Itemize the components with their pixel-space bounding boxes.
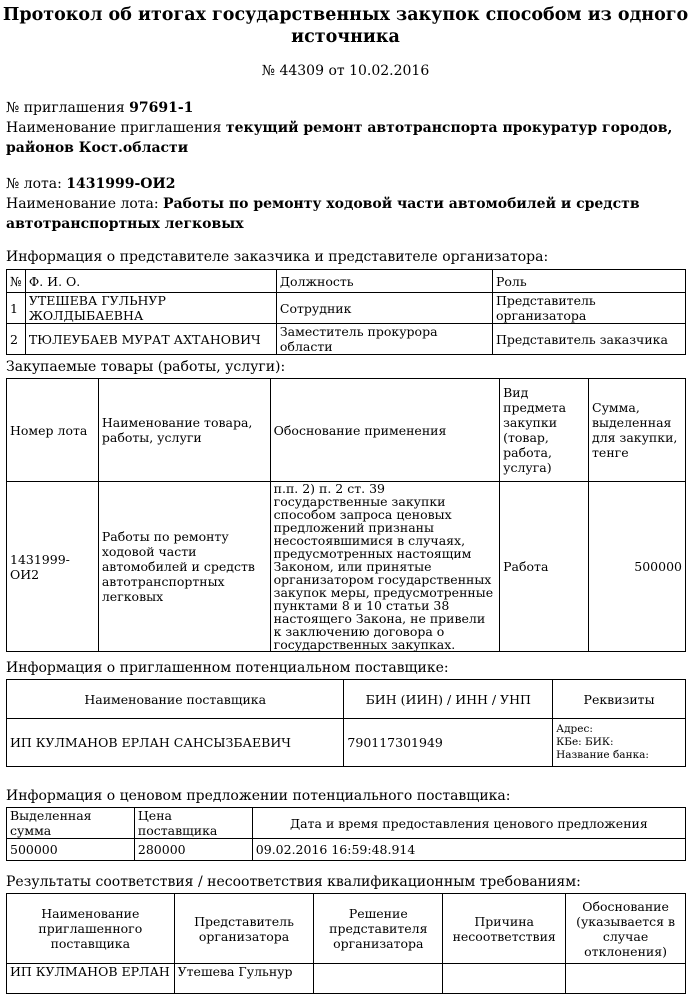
table-cell: УТЕШЕВА ГУЛЬНУР ЖОЛДЫБАЕВНА [25,293,276,324]
header-cell: Выделенная сумма [7,808,135,839]
table-cell: 280000 [134,839,252,861]
supplier-table [6,679,686,767]
table-cell: Представитель организатора [492,293,685,324]
goods-table [6,378,686,652]
results-heading: Результаты соответствия / несоответствия квалификационным требованиям: [6,874,581,890]
representatives-table [6,269,686,355]
header-cell: Наименование приглашенного поставщика [7,894,175,964]
representatives-heading: Информация о представителе заказчика и представителе организатора: [6,249,549,265]
header-cell: Должность [276,270,492,293]
table-cell: Работа [500,482,589,652]
goods-heading: Закупаемые товары (работы, услуги): [6,359,286,375]
table-row [7,293,686,324]
protocol-number: № 44309 от 10.02.2016 [261,63,430,79]
table-row [7,964,686,994]
table-row [7,839,686,861]
table-cell [314,964,443,994]
table-header-row [7,808,686,839]
table-cell: Сотрудник [276,293,492,324]
table-cell: ИП КУЛМАНОВ ЕРЛАН [7,964,175,994]
details-bank-name: Название банка: [556,749,649,761]
table-cell: Заместитель прокурора области [276,324,492,355]
table-row [7,324,686,355]
table-cell: 1 [7,293,26,324]
table-header-row [7,379,686,482]
lot-info [6,174,686,234]
table-cell [553,719,686,767]
table-cell: ТЮЛЕУБАЕВ МУРАТ АХТАНОВИЧ [25,324,276,355]
header-cell: Реквизиты [553,680,686,719]
invitation-number-label: № приглашения [6,100,125,116]
lot-name: Работы по ремонту ходовой части автомобилей и средств автотранспортных легковых [6,196,640,232]
lot-name-label: Наименование лота: [6,196,159,212]
header-cell: Наименование поставщика [7,680,344,719]
table-row [7,482,686,652]
price-heading: Информация о ценовом предложении потенциального поставщика: [6,788,511,804]
table-cell: Представитель заказчика [492,324,685,355]
details-bank-codes: КБе: БИК: [556,736,614,748]
header-cell: Номер лота [7,379,99,482]
header-cell: Обоснование (указывается в случае отклонения) [566,894,686,964]
results-table [6,893,686,994]
supplier-heading: Информация о приглашенном потенциальном поставщике: [6,660,449,676]
table-cell: ИП КУЛМАНОВ ЕРЛАН САНСЫЗБАЕВИЧ [7,719,344,767]
details-address: Адрес: [556,723,593,735]
header-cell: Причина несоответствия [443,894,566,964]
header-cell: Дата и время предоставления ценового предложения [252,808,685,839]
header-cell: Наименование товара, работы, услуги [98,379,270,482]
table-cell: п.п. 2) п. 2 ст. 39 государственные закупки способом запроса ценовых предложений признаны несостоявшимися в случаях, предусмотренных настоящим Законом, или принятые организатором государственных закупок меры, предусмотренные пунктами 8 и 10 статьи 38 настоящего Закона, не привели к заключению договора о государственных закупках. [270,482,499,652]
header-cell: Обоснование применения [270,379,499,482]
table-header-row [7,270,686,293]
header-cell: Сумма, выделенная для закупки, тенге [589,379,686,482]
table-header-row [7,894,686,964]
table-cell: Утешева Гульнур [174,964,314,994]
table-cell: 09.02.2016 16:59:48.914 [252,839,685,861]
table-cell: 790117301949 [344,719,553,767]
header-cell: БИН (ИИН) / ИНН / УНП [344,680,553,719]
header-cell: Цена поставщика [134,808,252,839]
header-cell: Вид предмета закупки (товар, работа, услуга) [500,379,589,482]
table-cell [566,964,686,994]
invitation-name-label: Наименование приглашения [6,120,222,136]
header-cell: Представитель организатора [174,894,314,964]
table-cell: 2 [7,324,26,355]
header-cell: Ф. И. О. [25,270,276,293]
table-row [7,719,686,767]
lot-number: 1431999-ОИ2 [66,176,176,192]
header-cell: Решение представителя организатора [314,894,443,964]
header-cell: № [7,270,26,293]
price-table [6,807,686,861]
table-header-row [7,680,686,719]
table-cell: 1431999-ОИ2 [7,482,99,652]
table-cell: 500000 [589,482,686,652]
lot-number-label: № лота: [6,176,62,192]
invitation-number: 97691-1 [129,100,194,116]
table-cell: Работы по ремонту ходовой части автомобилей и средств автотранспортных легковых [98,482,270,652]
table-cell [443,964,566,994]
table-cell: 500000 [7,839,135,861]
header-cell: Роль [492,270,685,293]
invitation-info [6,98,686,158]
page-title: Протокол об итогах государственных закупок способом из одного источника [2,5,689,47]
invitation-name: текущий ремонт автотранспорта прокуратур городов, районов Кост.области [6,120,673,156]
